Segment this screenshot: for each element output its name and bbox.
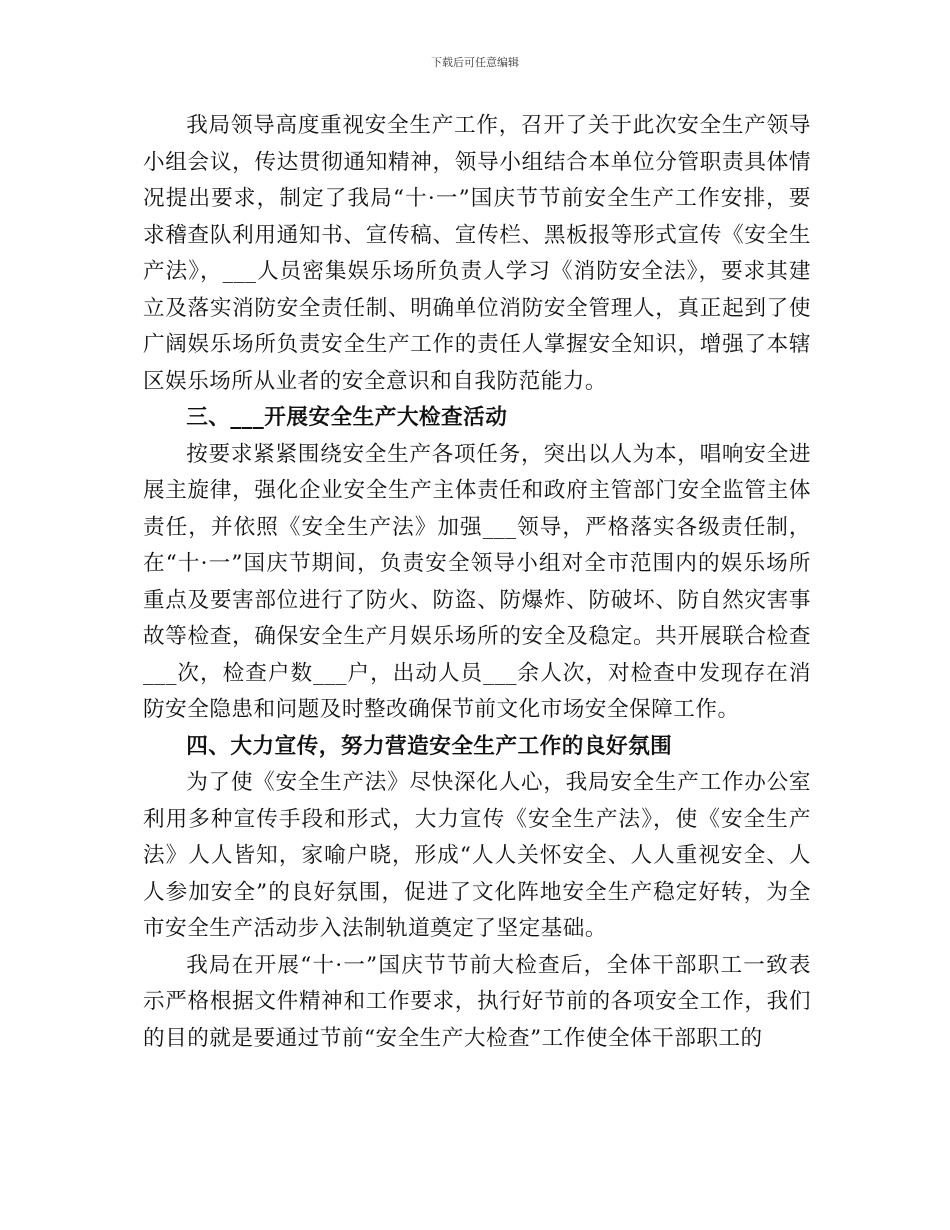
document-body xyxy=(143,108,811,1057)
paragraph-publicity: 为了使《安全生产法》尽快深化人心，我局安全生产工作办公室利用多种宣传手段和形式，大力宣传《安全生产法》，使《安全生产法》人人皆知，家喻户晓，形成“人人关怀安全、人人重视安全、人人参加安全”的良好氛围，促进了文化阵地安全生产稳定好转，为全市安全生产活动步入法制轨道奠定了坚定基础。 xyxy=(143,770,811,941)
paragraph-leadership: 我局领导高度重视安全生产工作，召开了关于此次安全生产领导小组会议，传达贯彻通知精神，领导小组结合本单位分管职责具体情况提出要求，制定了我局“十·一”国庆节节前安全生产工作安排，要求稽查队利用通知书、宣传稿、宣传栏、黑板报等形式宣传《安全生产法》，___人员密集娱乐场所负责人学习《消防安全法》，要求其建立及落实消防安全责任制、明确单位消防安全管理人，真正起到了使广阔娱乐场所负责安全生产工作的责任人掌握安全知识，增强了本辖区娱乐场所从业者的安全意识和自我防范能力。 xyxy=(143,113,811,394)
section-heading-4: 四、大力宣传，努力营造安全生产工作的良好氛围 xyxy=(186,733,673,759)
paragraph-conclusion: 我局在开展“十·一”国庆节节前大检查后，全体干部职工一致表示严格根据文件精神和工作要求，执行好节前的各项安全工作，我们的目的就是要通过节前“安全生产大检查”工作使全体干部职工的 xyxy=(143,952,811,1051)
section-heading-3: 三、___开展安全生产大检查活动 xyxy=(186,405,508,430)
page-header: 下载后可任意编辑 xyxy=(431,56,519,69)
paragraph-inspection: 按要求紧紧围绕安全生产各项任务，突出以人为本，唱响安全进展主旋律，强化企业安全生产主体责任和政府主管部门安全监管主体责任，并依照《安全生产法》加强___领导，严格落实各级责任制，在“十·一”国庆节期间，负责安全领导小组对全市范围内的娱乐场所重点及要害部位进行了防火、防盗、防爆炸、防破坏、防自然灾害事故等检查，确保安全生产月娱乐场所的安全及稳定。共开展联合检查___次，检查户数___户，出动人员___余人次，对检查中发现存在消防安全隐患和问题及时整改确保节前文化市场安全保障工作。 xyxy=(143,441,811,722)
